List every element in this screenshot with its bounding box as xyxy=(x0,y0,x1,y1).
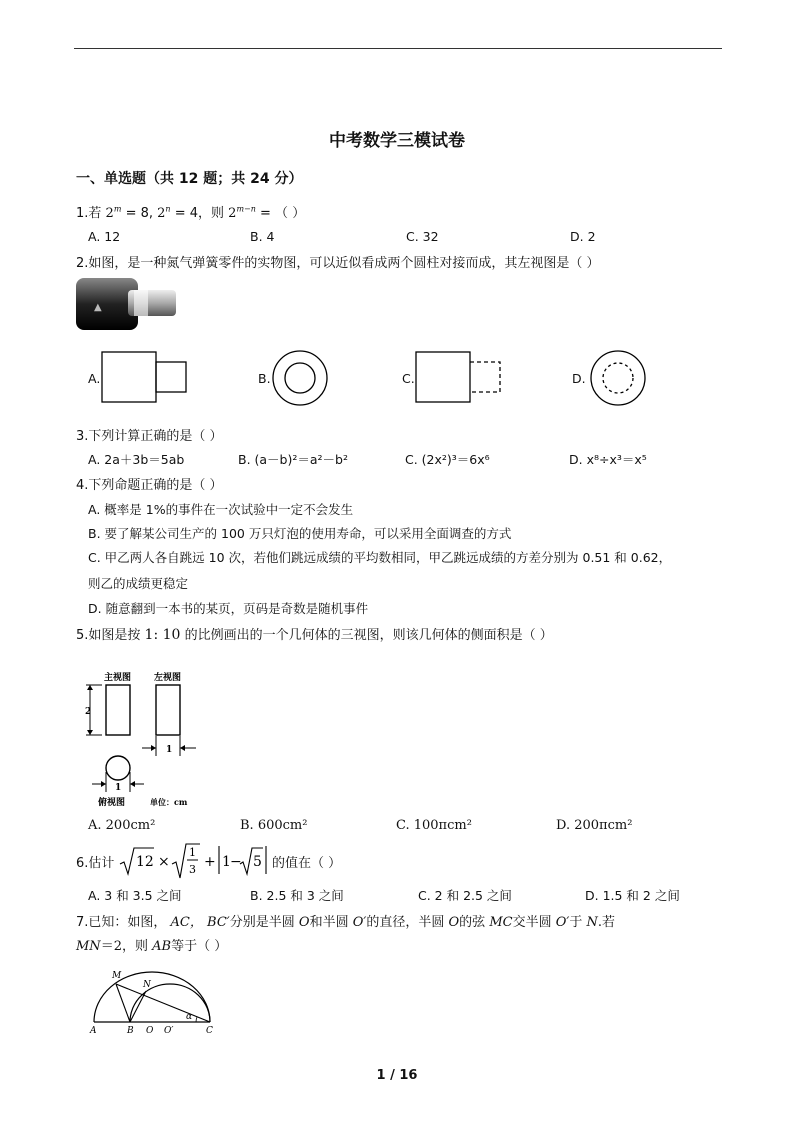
question-7-line1: 7.已知：如图， AC， BC′分别是半圆 O和半圆 O′的直径，半圆 O的弦 MC交半圆 O′于 N.若 xyxy=(76,915,616,930)
page-number: 1 / 16 xyxy=(376,1068,418,1083)
spring-part-photo xyxy=(74,276,180,332)
svg-text:1: 1 xyxy=(189,846,196,859)
top-view-label: 俯视图 xyxy=(98,798,126,808)
left-width-label: 1 xyxy=(166,745,173,755)
svg-text:+: + xyxy=(204,854,216,870)
q6-option-c[interactable]: C. 2 和 2.5 之间 xyxy=(418,888,512,903)
q2-figure-b xyxy=(270,348,330,408)
section-heading: 一、单选题（共 12 题；共 24 分） xyxy=(76,171,303,187)
q2-figure-d xyxy=(588,348,648,408)
svg-text:▲: ▲ xyxy=(94,302,102,313)
q5-option-a[interactable]: A. 200cm² xyxy=(88,818,156,833)
q4-option-b[interactable]: B. 要了解某公司生产的 100 万只灯泡的使用寿命，可以采用全面调查的方式 xyxy=(88,526,512,541)
q4-option-d[interactable]: D. 随意翻到一本书的某页，页码是奇数是随机事件 xyxy=(88,601,369,616)
question-2: 2.如图，是一种氮气弹簧零件的实物图，可以近似看成两个圆柱对接而成，其左视图是（ ） xyxy=(76,256,600,271)
q2-option-a[interactable]: A. xyxy=(88,371,101,386)
q6-option-a[interactable]: A. 3 和 3.5 之间 xyxy=(88,888,182,903)
question-1: 1.若 2$^m$ = 8, 2$^n$ = 4，则 $2^{m-n}$ = （ ） xyxy=(76,204,306,221)
question-6-prefix: 6.估计 xyxy=(76,856,115,871)
q5-option-d[interactable]: D. 200πcm² xyxy=(556,818,633,833)
svg-text:1: 1 xyxy=(222,854,231,870)
q1-option-c[interactable]: C. 32 xyxy=(406,229,439,244)
q3-option-b[interactable]: B. (a－b)²＝a²－b² xyxy=(238,452,348,467)
front-view-label: 主视图 xyxy=(104,673,132,683)
q7-semicircle-figure xyxy=(86,966,218,1036)
q5-option-c[interactable]: C. 100πcm² xyxy=(396,818,472,833)
header-rule xyxy=(74,48,722,49)
label-alpha: α xyxy=(186,1012,193,1022)
question-7-line2: MN＝2，则 AB等于（ ） xyxy=(76,939,228,954)
top-width-label: 1 xyxy=(115,783,122,793)
q1-option-d[interactable]: D. 2 xyxy=(570,229,596,244)
svg-text:×: × xyxy=(158,854,170,870)
left-view-label: 左视图 xyxy=(154,673,182,683)
question-4: 4.下列命题正确的是（ ） xyxy=(76,478,223,493)
label-c: C xyxy=(206,1026,213,1036)
svg-text:5: 5 xyxy=(253,854,262,870)
q5-option-b[interactable]: B. 600cm² xyxy=(240,818,308,833)
q6-option-b[interactable]: B. 2.5 和 3 之间 xyxy=(250,888,344,903)
q6-expression xyxy=(118,842,270,882)
label-b: B xyxy=(127,1026,134,1036)
question-6-suffix: 的值在（ ） xyxy=(272,856,342,871)
q3-option-d[interactable]: D. x⁸÷x³＝x⁵ xyxy=(569,452,647,467)
q2-option-b[interactable]: B. xyxy=(258,371,271,386)
page-title: 中考数学三模试卷 xyxy=(329,131,465,151)
q2-option-c[interactable]: C. xyxy=(402,371,415,386)
label-m: M xyxy=(112,971,122,981)
label-o: O xyxy=(146,1026,154,1036)
label-a: A xyxy=(90,1026,97,1036)
svg-text:−: − xyxy=(230,854,242,870)
q2-figure-c xyxy=(414,350,506,404)
label-o-prime: O′ xyxy=(164,1026,174,1036)
q3-option-c[interactable]: C. (2x²)³＝6x⁶ xyxy=(405,452,490,467)
label-n: N xyxy=(143,980,151,990)
unit-label: 单位：cm xyxy=(150,797,188,807)
q1-option-b[interactable]: B. 4 xyxy=(250,229,275,244)
q4-option-c-cont: 则乙的成绩更稳定 xyxy=(88,576,189,591)
q3-option-a[interactable]: A. 2a＋3b＝5ab xyxy=(88,452,185,467)
question-5: 5.如图是按 1: 10 的比例画出的一个几何体的三视图，则该几何体的侧面积是（ ） xyxy=(76,627,553,643)
q2-figure-a xyxy=(100,350,192,404)
question-3: 3.下列计算正确的是（ ） xyxy=(76,429,223,444)
q2-option-d[interactable]: D. xyxy=(572,371,586,386)
q5-three-view-figure xyxy=(76,666,216,812)
svg-text:12: 12 xyxy=(136,854,154,870)
q6-option-d[interactable]: D. 1.5 和 2 之间 xyxy=(585,888,680,903)
q1-option-a[interactable]: A. 12 xyxy=(88,229,121,244)
q4-option-c[interactable]: C. 甲乙两人各自跳远 10 次，若他们跳远成绩的平均数相同，甲乙跳远成绩的方差分别为 0.51 和 0.62， xyxy=(88,550,672,565)
height-label: 2 xyxy=(85,707,92,717)
svg-text:3: 3 xyxy=(189,863,196,876)
q4-option-a[interactable]: A. 概率是 1%的事件在一次试验中一定不会发生 xyxy=(88,502,354,517)
